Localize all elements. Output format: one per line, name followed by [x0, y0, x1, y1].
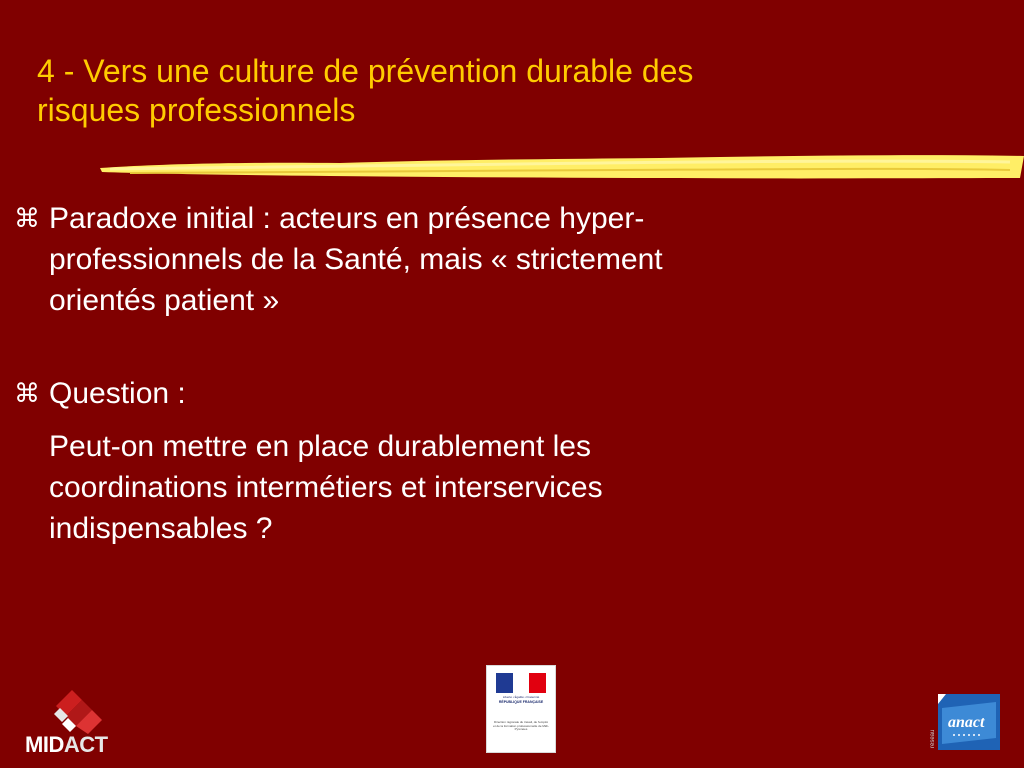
rf-motto: Liberté • Égalité • Fraternité [502, 695, 540, 699]
anact-side-text: réseau [930, 729, 936, 748]
french-flag-icon [496, 673, 546, 693]
midact-logo [25, 688, 133, 758]
republique-francaise-logo [486, 665, 556, 753]
sub-text: indispensables ? [49, 512, 273, 545]
sub-text: Peut-on mettre en place durablement les [49, 430, 591, 463]
sub-paragraph [14, 426, 914, 549]
rf-direction: Direction régionale du travail, de l'emploi et de la formation professionnelle de Midi-Pyrénées [493, 720, 549, 731]
anact-wordmark: anact [948, 714, 985, 731]
brush-stroke-divider [100, 148, 1024, 188]
command-bullet-icon: ⌘ [14, 379, 40, 409]
bullet-text: Question : [49, 377, 186, 410]
anact-logo-box [938, 694, 1000, 750]
rf-name: RÉPUBLIQUE FRANÇAISE [498, 700, 544, 704]
anact-logo [930, 694, 1002, 754]
bullet-item [14, 198, 914, 321]
bullet-text: orientés patient » [49, 284, 280, 317]
midact-wordmark [25, 734, 108, 756]
sub-text: coordinations intermétiers et interservices [49, 471, 603, 504]
title-line: 4 - Vers une culture de prévention durable des [37, 53, 694, 89]
bullet-item [14, 373, 914, 414]
slide-body [14, 198, 914, 549]
command-bullet-icon: ⌘ [14, 204, 40, 234]
slide-title [37, 52, 937, 130]
midact-logo-mark-icon [52, 688, 106, 738]
bullet-text: professionnels de la Santé, mais « strictement [49, 243, 663, 276]
midact-mid-text: MID [25, 732, 64, 757]
midact-act-text: ACT [63, 732, 108, 757]
bullet-text: Paradoxe initial : acteurs en présence hyper- [49, 202, 645, 235]
title-line: risques professionnels [37, 92, 356, 128]
